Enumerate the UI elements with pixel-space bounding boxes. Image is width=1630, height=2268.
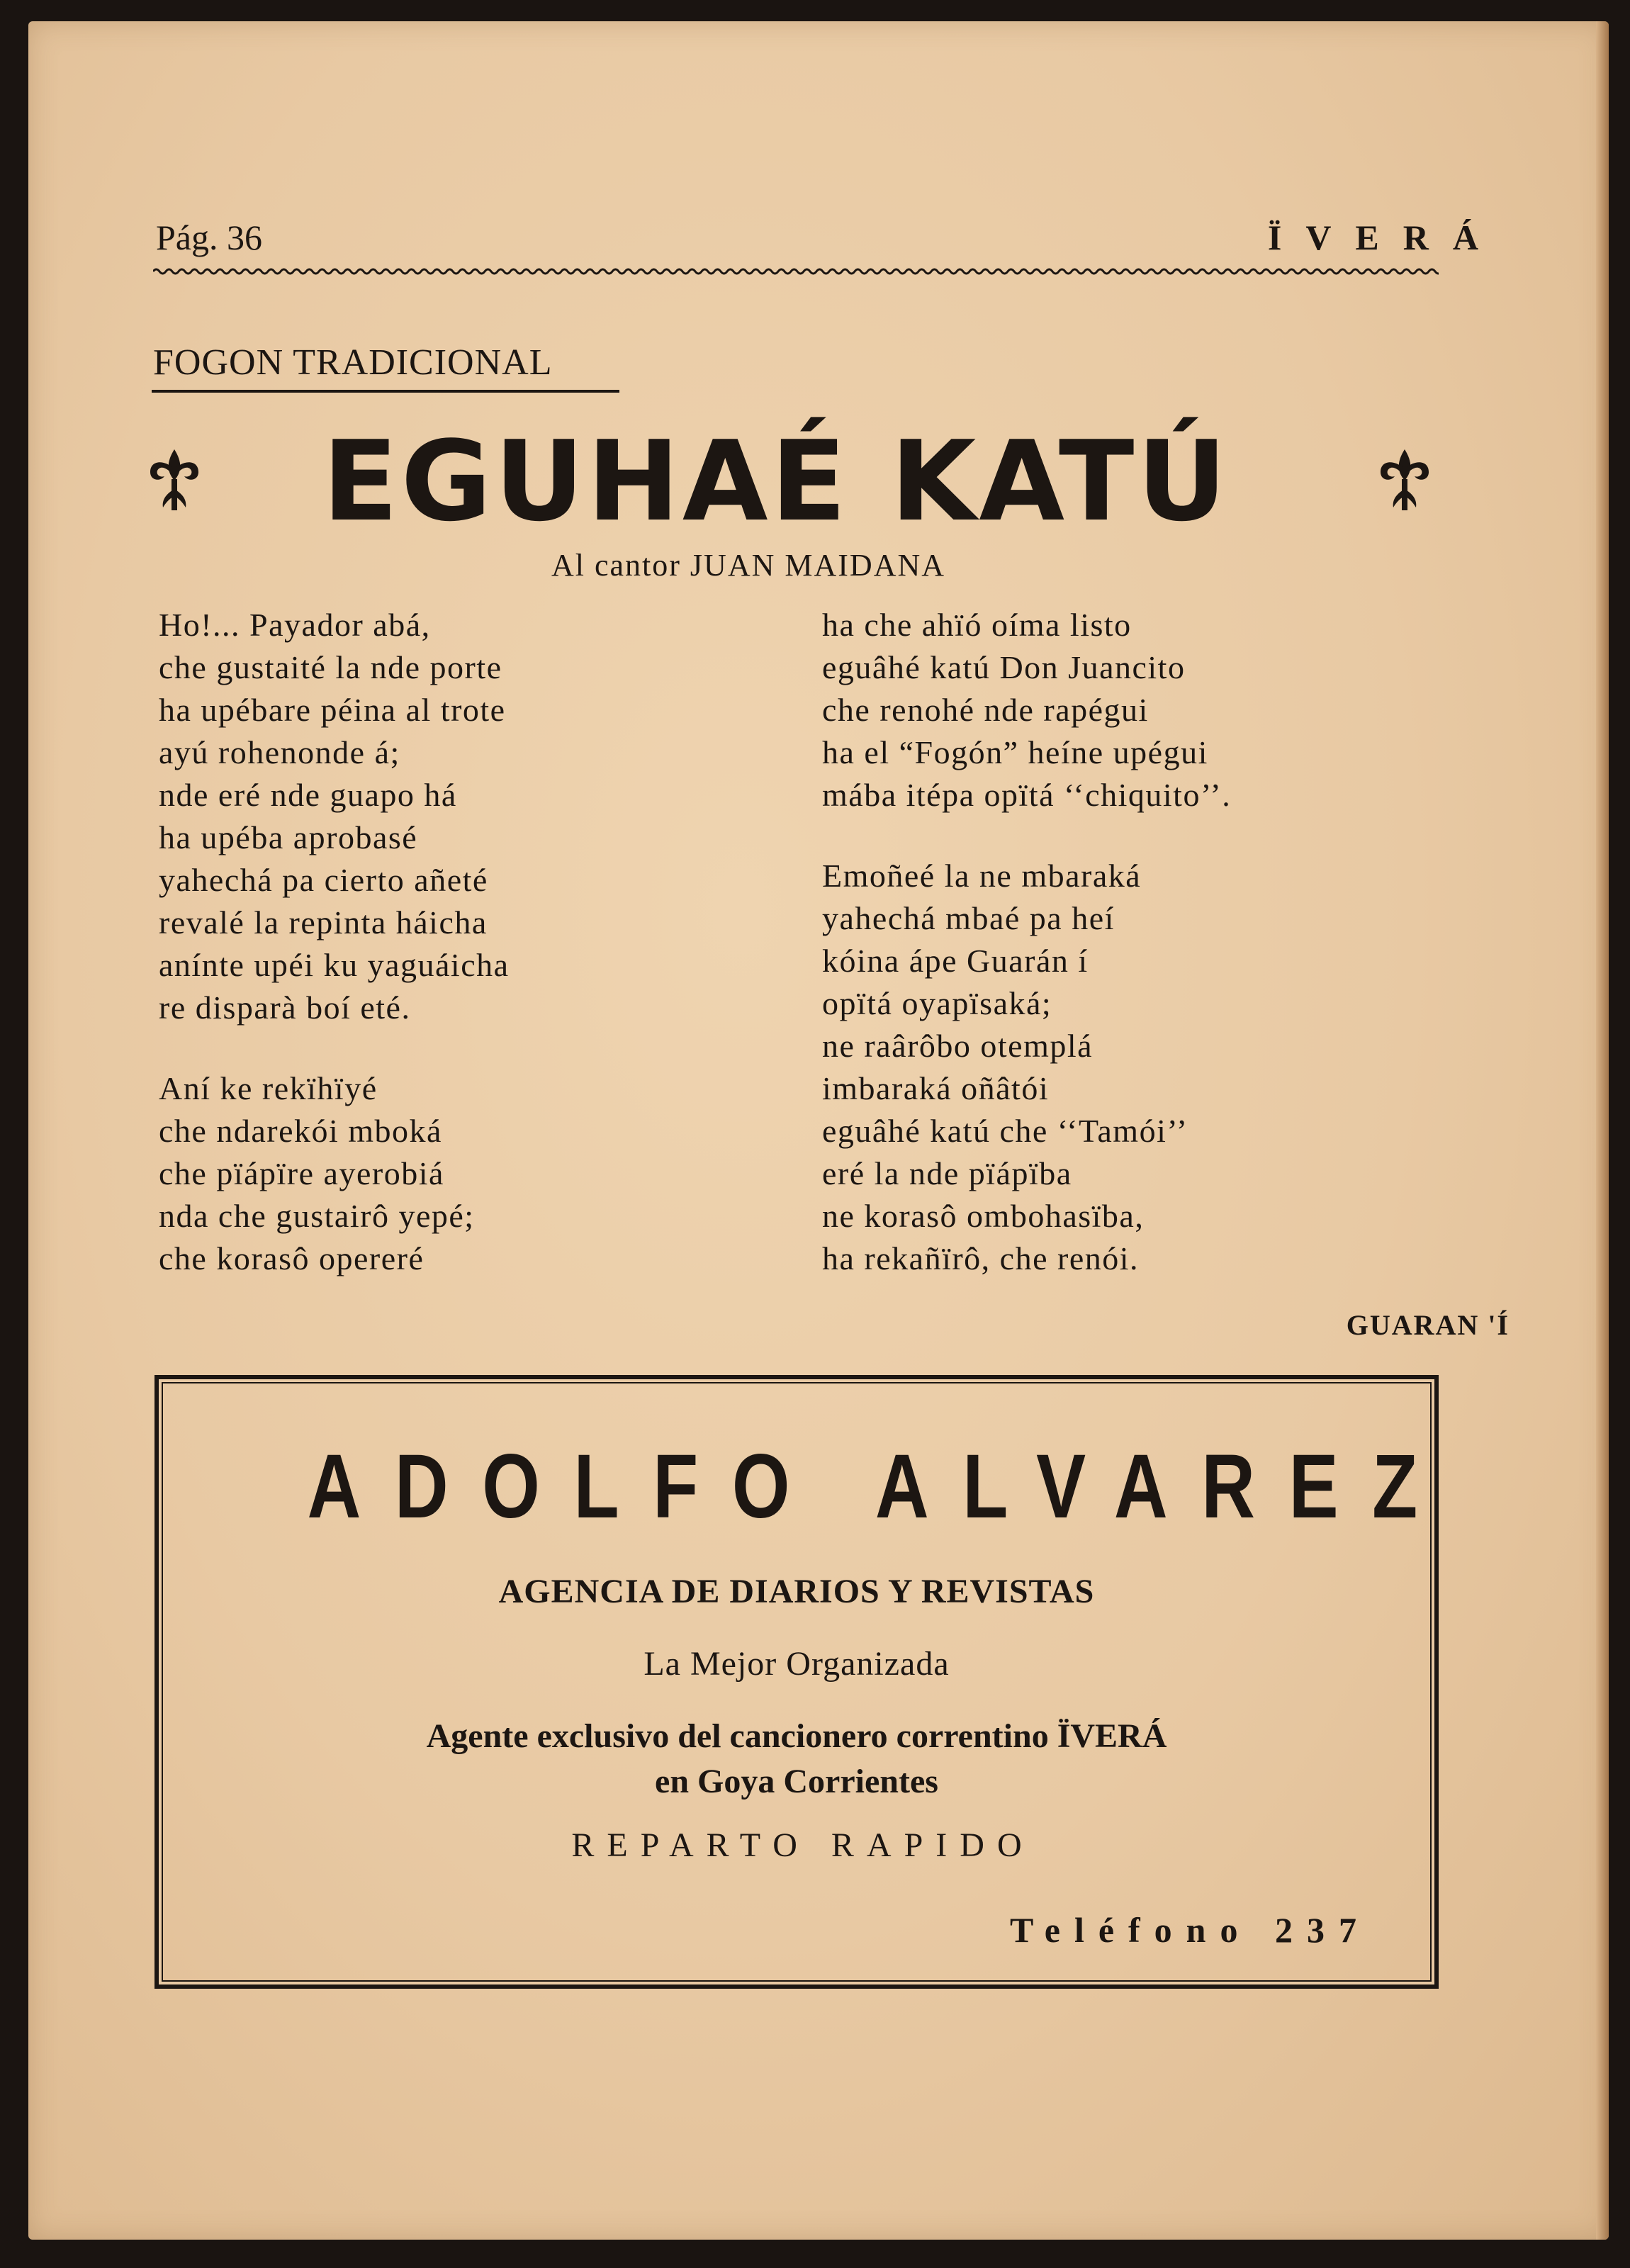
verse-line: yahechá mbaé pa heí bbox=[822, 900, 1115, 936]
verse-line: Aní ke rekïhïyé bbox=[159, 1070, 378, 1106]
verse-line: ha upéba aprobasé bbox=[159, 819, 418, 855]
verse-line: eguâhé katú Don Juancito bbox=[822, 649, 1186, 685]
section-label: FOGON TRADICIONAL bbox=[153, 342, 553, 383]
verse-line: ha che ahïó oíma listo bbox=[822, 607, 1132, 643]
verse-line: ayú rohenonde á; bbox=[159, 734, 400, 770]
ad-delivery: REPARTO RAPIDO bbox=[571, 1826, 1035, 1864]
verse-line: opïtá oyapïsaká; bbox=[822, 985, 1052, 1021]
poem-column-left bbox=[159, 604, 510, 1318]
verse-line: re disparà boí eté. bbox=[159, 989, 411, 1026]
verse-line: ne raârôbo otemplá bbox=[822, 1028, 1094, 1064]
verse-line: Emoñeé la ne mbaraká bbox=[822, 858, 1142, 894]
verse-line: ha upébare péina al trote bbox=[159, 692, 506, 728]
verse-line: nde eré nde guapo há bbox=[159, 777, 457, 813]
poem-title: EGUHAÉ KATÚ bbox=[322, 417, 1230, 546]
verse-line: nda che gustairô yepé; bbox=[159, 1198, 475, 1234]
stanza bbox=[822, 855, 1231, 1280]
stanza bbox=[159, 1067, 510, 1280]
verse-line: imbaraká oñâtói bbox=[822, 1070, 1050, 1106]
section-underline bbox=[152, 390, 619, 393]
ad-subtitle: AGENCIA DE DIARIOS Y REVISTAS bbox=[498, 1573, 1095, 1610]
verse-line: kóina ápe Guarán í bbox=[822, 943, 1089, 979]
fleuron-ornament-icon bbox=[1376, 447, 1433, 515]
verse-line: che pïápïre ayerobiá bbox=[159, 1155, 444, 1191]
verse-line: che ndarekói mboká bbox=[159, 1113, 442, 1149]
verse-line: mába itépa opïtá ‘‘chiquito’’. bbox=[822, 777, 1232, 813]
verse-line: eré la nde pïápïba bbox=[822, 1155, 1072, 1191]
verse-line: revalé la repinta háicha bbox=[159, 904, 488, 941]
verse-line: ha rekañïrô, che renói. bbox=[822, 1240, 1140, 1276]
verse-line: anínte upéi ku yaguáicha bbox=[159, 947, 510, 983]
verse-line: eguâhé katú che ‘‘Tamói’’ bbox=[822, 1113, 1188, 1149]
verse-line: che gustaité la nde porte bbox=[159, 649, 502, 685]
verse-line: yahechá pa cierto añeté bbox=[159, 862, 488, 898]
stanza bbox=[159, 604, 510, 1029]
poem-column-right bbox=[822, 604, 1231, 1318]
ad-agent-location: en Goya Corrientes bbox=[655, 1763, 938, 1800]
ad-agent-line: Agente exclusivo del cancionero correntino ÏVERÁ bbox=[426, 1717, 1167, 1755]
verse-line: ne korasô ombohasïba, bbox=[822, 1198, 1145, 1234]
fleuron-ornament-icon bbox=[146, 447, 203, 515]
page-gutter bbox=[1596, 21, 1609, 2240]
wavy-header-rule bbox=[153, 266, 1439, 276]
page-number: Pág. 36 bbox=[156, 218, 262, 257]
verse-line: che korasô opereré bbox=[159, 1240, 425, 1276]
stanza bbox=[822, 604, 1231, 816]
ad-phone: Teléfono 237 bbox=[1010, 1910, 1371, 1950]
magazine-name: ÏVERÁ bbox=[1267, 218, 1502, 257]
verse-line: Ho!... Payador abá, bbox=[159, 607, 431, 643]
ad-tagline: La Mejor Organizada bbox=[643, 1645, 950, 1683]
verse-line: che renohé nde rapégui bbox=[822, 692, 1149, 728]
verse-line: ha el “Fogón” heíne upégui bbox=[822, 734, 1208, 770]
dedication: Al cantor JUAN MAIDANA bbox=[551, 548, 946, 583]
poem-signature: GUARAN 'Í bbox=[1346, 1309, 1510, 1341]
advertisement-box bbox=[154, 1375, 1451, 1989]
ad-business-name: ADOLFO ALVAREZ bbox=[307, 1436, 1451, 1537]
